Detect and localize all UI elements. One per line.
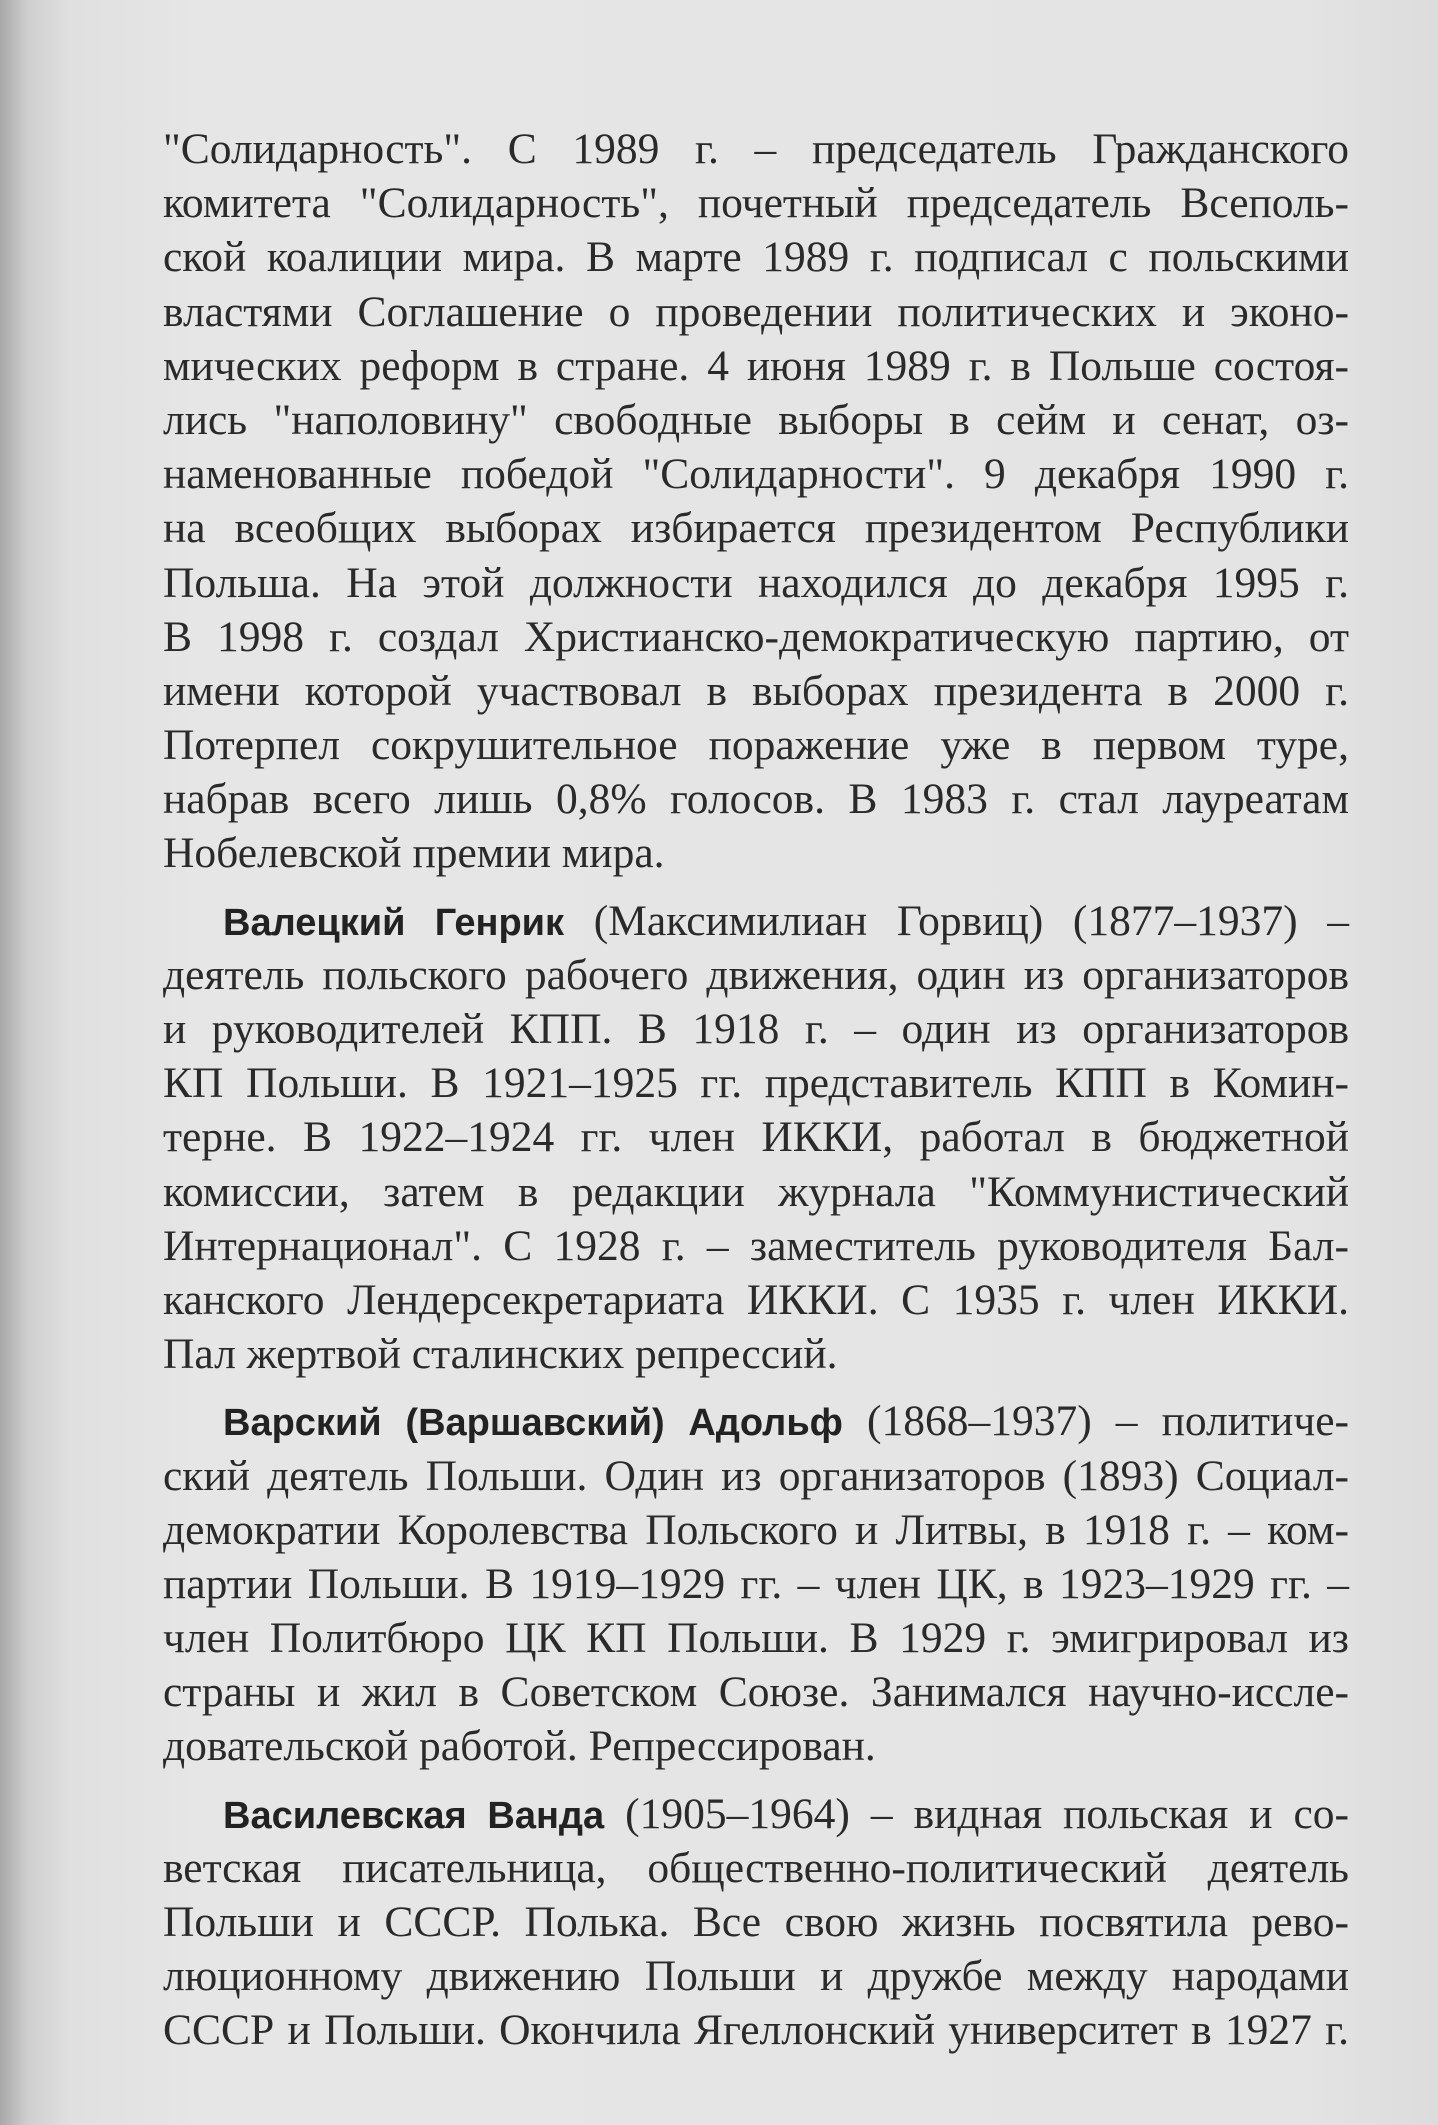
entry-first-line-text: (Максимилиан Горвиц) (1877–1937) –: [564, 896, 1349, 945]
text-line: партии Польши. В 1919–1929 гг. – член ЦК, в 1923–1929 гг. –: [163, 1559, 1349, 1608]
page-text: [163, 122, 1349, 2071]
entry-wasilewska: [163, 1787, 1349, 2058]
text-line: на всеобщих выборах избирается президентом Республики: [163, 504, 1349, 553]
text-line: терне. В 1922–1924 гг. член ИККИ, работал в бюджетной: [163, 1113, 1349, 1162]
text-line: Интернационал". С 1928 г. – заместитель руководителя Бал-: [163, 1221, 1349, 1270]
text-line: ветская писательница, общественно-политический деятель: [163, 1843, 1349, 1892]
text-line: имени которой участвовал в выборах президента в 2000 г.: [163, 666, 1349, 715]
entry-first-line: [163, 1394, 1349, 1448]
text-line: набрав всего лишь 0,8% голосов. В 1983 г. стал лауреатам: [163, 775, 1349, 824]
text-line: комитета "Солидарность", почетный председатель Всеполь-: [163, 179, 1349, 228]
text-line: деятель польского рабочего движения, один из организаторов: [163, 950, 1349, 999]
text-line: КП Польши. В 1921–1925 гг. представитель КПП в Комин-: [163, 1059, 1349, 1108]
entry-name: Василевская Ванда: [223, 1794, 605, 1837]
entry-first-line: [163, 1787, 1349, 1841]
text-line: демократии Королевства Польского и Литвы, в 1918 г. – ком-: [163, 1505, 1349, 1554]
text-line: Польши и СССР. Полька. Все свою жизнь посвятила рево-: [163, 1898, 1349, 1946]
text-line: лись "наполовину" свободные выборы в сейм и сенат, оз-: [163, 395, 1349, 444]
entry-first-line-text: (1905–1964) – видная польская и со-: [604, 1789, 1349, 1838]
text-line: наменованные победой "Солидарности". 9 декабря 1990 г.: [163, 450, 1349, 499]
entry-name: Валецкий Генрик: [223, 901, 565, 944]
text-line: довательской работой. Репрессирован.: [163, 1722, 876, 1771]
entry-name: Варский (Варшавский) Адольф: [223, 1402, 843, 1445]
text-line: страны и жил в Советском Союзе. Занимался научно-иссле-: [163, 1668, 1349, 1717]
text-line: СССР и Польши. Окончила Ягеллонский университет в 1927 г.: [163, 2006, 1349, 2055]
text-line: ской коалиции мира. В марте 1989 г. подписал с польскими: [163, 233, 1349, 282]
text-line: мических реформ в стране. 4 июня 1989 г. в Польше состоя-: [163, 341, 1349, 390]
entry-first-line: [163, 894, 1349, 948]
text-line: "Солидарность". С 1989 г. – председатель Гражданского: [163, 125, 1349, 173]
text-line: комиссии, затем в редакции журнала "Коммунистический: [163, 1167, 1349, 1216]
text-line: Потерпел сокрушительное поражение уже в первом туре,: [163, 721, 1349, 770]
paragraph-walesa-continuation: [163, 122, 1349, 881]
entry-walecki: [163, 894, 1349, 1382]
text-line: В 1998 г. создал Христианско-демократическую партию, от: [163, 612, 1349, 661]
text-line: Пал жертвой сталинских репрессий.: [163, 1330, 838, 1379]
text-line: канского Лендерсекретариата ИККИ. С 1935 г. член ИККИ.: [163, 1275, 1349, 1324]
text-line: ский деятель Польши. Один из организаторов (1893) Социал-: [163, 1451, 1349, 1500]
entry-warski: [163, 1394, 1349, 1773]
text-line: и руководителей КПП. В 1918 г. – один из организаторов: [163, 1005, 1349, 1053]
text-line: люционному движению Польши и дружбе между народами: [163, 1952, 1349, 2001]
text-line: член Политбюро ЦК КП Польши. В 1929 г. эмигрировал из: [163, 1614, 1349, 1663]
text-line: Нобелевской премии мира.: [163, 829, 665, 878]
text-line: Польша. На этой должности находился до декабря 1995 г.: [163, 558, 1349, 607]
entry-first-line-text: (1868–1937) – политиче-: [842, 1397, 1350, 1446]
text-line: властями Соглашение о проведении политических и эконо-: [163, 287, 1349, 336]
